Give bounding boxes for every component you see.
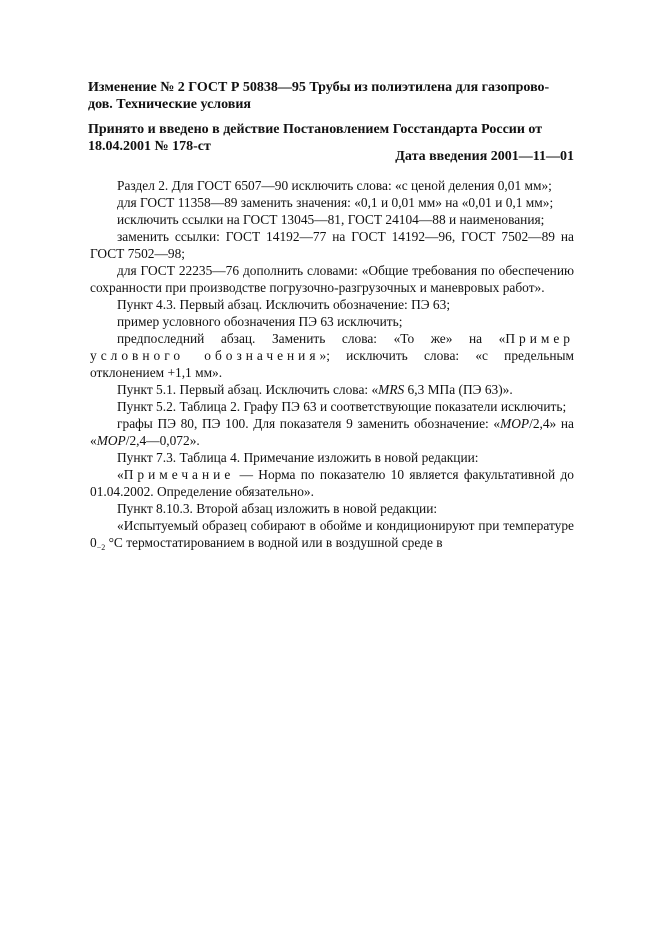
- text-run: «: [117, 467, 124, 482]
- paragraph: [90, 381, 574, 398]
- text-run: Пункт 5.1. Первый абзац. Исключить слова: «: [117, 382, 379, 397]
- text-run: 6,3 МПа (ПЭ 63)».: [404, 382, 513, 397]
- paragraph: [90, 517, 574, 556]
- paragraph: Пункт 5.2. Таблица 2. Графу ПЭ 63 и соответствующие показатели исключить;: [117, 399, 567, 414]
- text-run: /2,4—0,072».: [125, 433, 200, 448]
- effective-date: Дата введения 2001—11—01: [395, 149, 574, 164]
- paragraph: [90, 415, 574, 449]
- text-run: °С термостатированием в водной или в воздушной среде в: [105, 535, 443, 550]
- text-run: предпоследний абзац. Заменить слова: «То же» на «: [117, 331, 506, 346]
- italic-symbol: MOP: [96, 433, 126, 448]
- italic-symbol: MRS: [378, 382, 405, 397]
- document-header: [88, 79, 574, 155]
- paragraph: для ГОСТ 11358—89 заменить значения: «0,1 и 0,01 мм» на «0,01 и 0,1 мм»;: [117, 195, 554, 210]
- text-run: /2,4» на «: [90, 416, 574, 448]
- paragraph: Пункт 4.3. Первый абзац. Исключить обозначение: ПЭ 63;: [117, 297, 451, 312]
- document-body: [90, 177, 574, 556]
- paragraph: пример условного обозначения ПЭ 63 исключить;: [117, 314, 403, 329]
- spaced-text: Пример условного обозначения: [90, 331, 574, 363]
- text-run: »; исключить слова: «с предельным отклонением +1,1 мм».: [90, 348, 574, 380]
- amendment-title: [88, 79, 574, 113]
- text-run: «Испытуемый образец собирают в обойме и кондиционируют при температуре 0: [90, 518, 574, 550]
- paragraph: [90, 466, 574, 500]
- adoption-statement-line2: 18.04.2001 № 178-ст: [88, 139, 211, 154]
- paragraph: Раздел 2. Для ГОСТ 6507—90 исключить слова: «с ценой деления 0,01 мм»;: [117, 178, 552, 193]
- tolerance-subscript: −2: [96, 543, 106, 552]
- amendment-title-line1: Изменение № 2 ГОСТ Р 50838—95 Трубы из полиэтилена для газопрово-: [88, 80, 550, 95]
- paragraph: Пункт 7.3. Таблица 4. Примечание изложить в новой редакции:: [117, 450, 479, 465]
- spaced-text: Примечание: [123, 467, 235, 482]
- amendment-title-line2: дов. Технические условия: [88, 97, 251, 112]
- adoption-statement-line1: Принято и введено в действие Постановлением Госстандарта России от: [88, 122, 543, 137]
- text-run: графы ПЭ 80, ПЭ 100. Для показателя 9 заменить обозначение: «: [117, 416, 501, 431]
- italic-symbol: MOP: [500, 416, 530, 431]
- paragraph: заменить ссылки: ГОСТ 14192—77 на ГОСТ 14192—96, ГОСТ 7502—89 на ГОСТ 7502—98;: [90, 229, 574, 261]
- paragraph: [90, 330, 574, 381]
- paragraph: для ГОСТ 22235—76 дополнить словами: «Общие требования по обеспечению сохранности при производстве погрузочно-разгрузочных и маневровых работ».: [90, 263, 574, 295]
- paragraph: исключить ссылки на ГОСТ 13045—81, ГОСТ 24104—88 и наименования;: [117, 212, 545, 227]
- paragraph: Пункт 8.10.3. Второй абзац изложить в новой редакции:: [117, 501, 438, 516]
- text-run: — Норма по показателю 10 является факультативной до 01.04.2002. Определение обязательно».: [90, 467, 574, 499]
